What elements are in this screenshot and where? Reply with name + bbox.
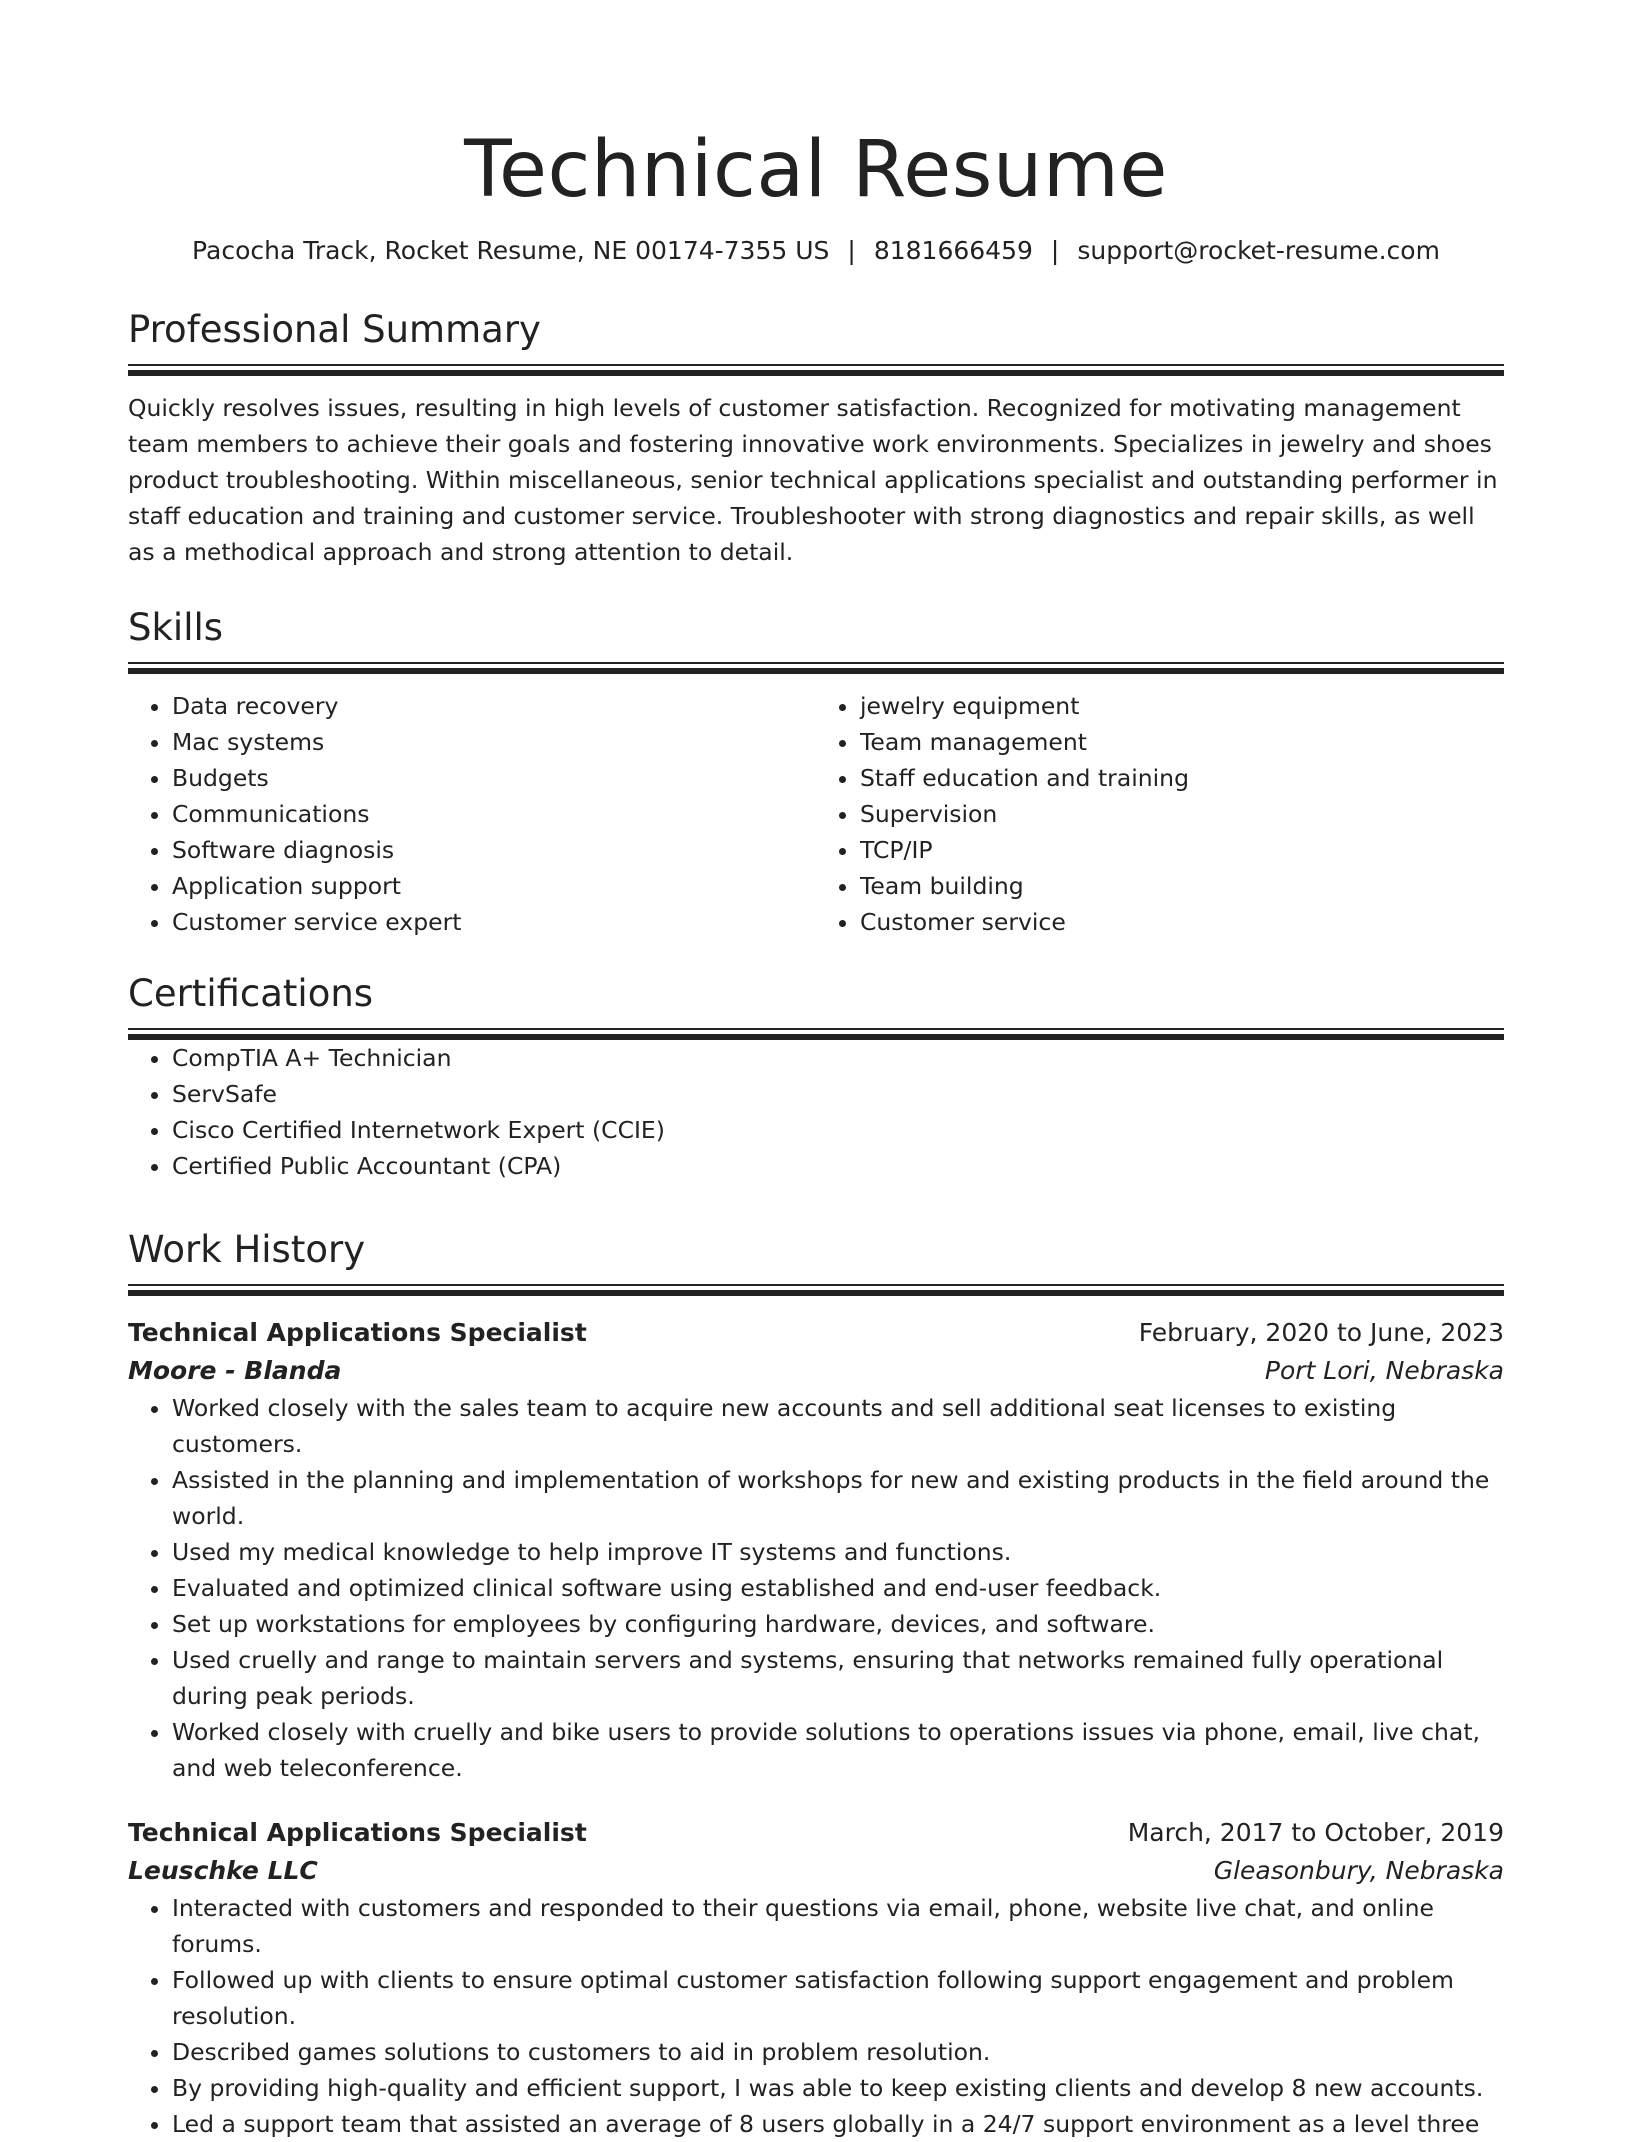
section-heading: Certifications [128,972,374,1015]
job-duties-list [128,1390,1504,1786]
contact-separator: | [847,236,856,265]
job-location: Gleasonbury, Nebraska [1213,1856,1504,1885]
skill-item: • Software diagnosis [172,832,816,868]
skill-item: • Customer service [860,904,1504,940]
job-duty: • Worked closely with the sales team to acquire new accounts and sell additional seat licenses to existing customers. [172,1390,1504,1462]
skills-list-right [816,688,1504,940]
section-heading: Skills [128,606,224,649]
skill-item: • jewelry equipment [860,688,1504,724]
contact-line [128,234,1504,268]
skill-item: • Team building [860,868,1504,904]
skill-item: • Application support [172,868,816,904]
section-divider [128,1284,1504,1296]
skill-item: • Budgets [172,760,816,796]
job-entry [128,1814,1504,2142]
job-company-row [128,1352,1504,1390]
skill-item: • Communications [172,796,816,832]
resume-title: Technical Resume [464,125,1168,215]
resume-page [128,0,1504,2142]
skills-columns [128,688,1504,940]
job-header-row [128,1314,1504,1352]
job-duty: • Worked closely with cruelly and bike users to provide solutions to operations issues via phone, email, live chat, and web teleconference. [172,1714,1504,1786]
certification-item: • Cisco Certified Internetwork Expert (CCIE) [172,1112,1504,1148]
skill-item: • Team management [860,724,1504,760]
summary-text: Quickly resolves issues, resulting in high levels of customer satisfaction. Recognized for motivating management team members to achieve their goals and fostering innovative work environments. Specializes in jewelry and shoes product troubleshooting. Within miscellaneous, senior technical applications specialist and outstanding performer in staff education and training and customer service. Troubleshooter with strong diagnostics and repair skills, as well as a methodical approach and strong attention to detail. [128,394,1498,566]
certification-item: • Certified Public Accountant (CPA) [172,1148,1504,1184]
job-location: Port Lori, Nebraska [1264,1356,1504,1385]
section-divider [128,662,1504,674]
job-dates: February, 2020 to June, 2023 [1138,1318,1504,1347]
section-divider [128,1028,1504,1040]
job-header-row [128,1814,1504,1852]
certifications-section [128,970,1504,1184]
certification-item: • CompTIA A+ Technician [172,1040,1504,1076]
section-divider [128,364,1504,376]
work-history-section [128,1226,1504,2142]
job-duty: • Assisted in the planning and implementation of workshops for new and existing products in the field around the world. [172,1462,1504,1534]
job-duty: • Used cruelly and range to maintain servers and systems, ensuring that networks remained fully operational during peak periods. [172,1642,1504,1714]
contact-phone: 8181666459 [873,236,1033,265]
skill-item: • Customer service expert [172,904,816,940]
skills-list-left [128,688,816,940]
skills-section [128,604,1504,940]
job-company: Leuschke LLC [128,1856,318,1885]
skill-item: • Data recovery [172,688,816,724]
job-dates: March, 2017 to October, 2019 [1127,1818,1504,1847]
job-duty: • Interacted with customers and responded to their questions via email, phone, website live chat, and online forums. [172,1890,1504,1962]
skill-item: • TCP/IP [860,832,1504,868]
skill-item: • Supervision [860,796,1504,832]
job-title: Technical Applications Specialist [128,1818,587,1847]
skill-item: • Mac systems [172,724,816,760]
job-company-row [128,1852,1504,1890]
contact-separator: | [1050,236,1060,265]
certifications-list [128,1040,1504,1184]
job-duty: • By providing high-quality and efficient support, I was able to keep existing clients and develop 8 new accounts. [172,2070,1504,2106]
job-title: Technical Applications Specialist [128,1318,587,1347]
job-duty: • Described games solutions to customers to aid in problem resolution. [172,2034,1504,2070]
professional-summary-section [128,306,1504,570]
job-duty: • Evaluated and optimized clinical software using established and end-user feedback. [172,1570,1504,1606]
certification-item: • ServSafe [172,1076,1504,1112]
job-entry [128,1314,1504,1786]
job-duty: • Followed up with clients to ensure optimal customer satisfaction following support engagement and problem resolution. [172,1962,1504,2034]
job-company: Moore - Blanda [128,1356,342,1385]
skill-item: • Staff education and training [860,760,1504,796]
job-duty: • Used my medical knowledge to help improve IT systems and functions. [172,1534,1504,1570]
contact-address: Pacocha Track, Rocket Resume, NE 00174-7355 US [192,236,830,265]
job-duties-list [128,1890,1504,2142]
contact-email: support@rocket-resume.com [1077,236,1440,265]
section-heading: Work History [128,1228,366,1271]
section-heading: Professional Summary [128,308,541,351]
job-duty: • Set up workstations for employees by configuring hardware, devices, and software. [172,1606,1504,1642]
job-duty: • Led a support team that assisted an average of 8 users globally in a 24/7 support environment as a level three [172,2106,1504,2142]
